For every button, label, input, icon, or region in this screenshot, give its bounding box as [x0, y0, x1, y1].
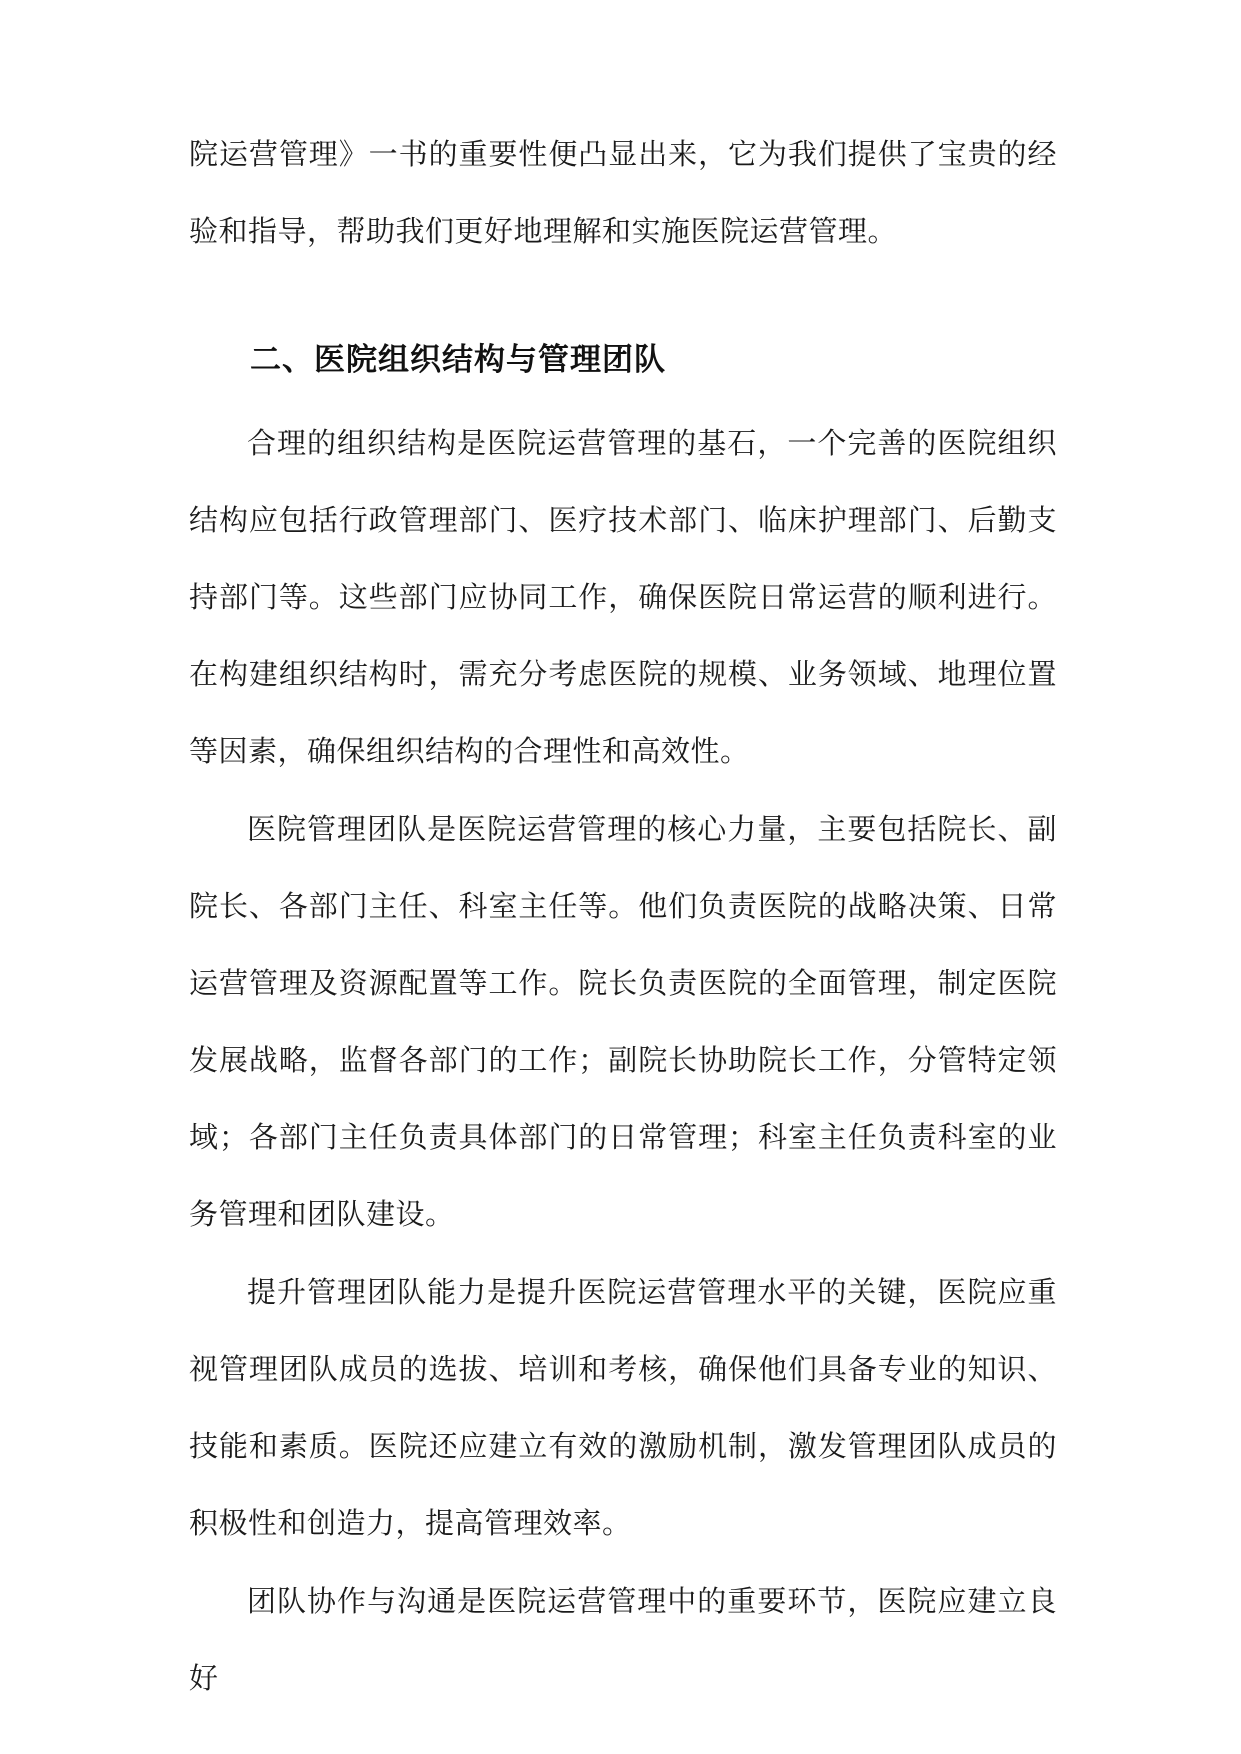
paragraph-team-capability: 提升管理团队能力是提升医院运营管理水平的关键，医院应重视管理团队成员的选拔、培训和考核，确保他们具备专业的知识、技能和素质。医院还应建立有效的激励机制，激发管理团队成员的积极性和创造力，提高管理效率。 [189, 1275, 1057, 1540]
intro-paragraph: 院运营管理》一书的重要性便凸显出来，它为我们提供了宝贵的经验和指导，帮助我们更好地理解和实施医院运营管理。 [189, 137, 1057, 248]
paragraph-management-team: 医院管理团队是医院运营管理的核心力量，主要包括院长、副院长、各部门主任、科室主任等。他们负责医院的战略决策、日常运营管理及资源配置等工作。院长负责医院的全面管理，制定医院发展战略，监督各部门的工作；副院长协助院长工作，分管特定领域；各部门主任负责具体部门的日常管理；科室主任负责科室的业务管理和团队建设。 [189, 812, 1057, 1231]
paragraph-organization-structure: 合理的组织结构是医院运营管理的基石，一个完善的医院组织结构应包括行政管理部门、医疗技术部门、临床护理部门、后勤支持部门等。这些部门应协同工作，确保医院日常运营的顺利进行。在构建组织结构时，需充分考虑医院的规模、业务领域、地理位置等因素，确保组织结构的合理性和高效性。 [189, 426, 1057, 768]
paragraph-team-collaboration: 团队协作与沟通是医院运营管理中的重要环节，医院应建立良好 [189, 1584, 1057, 1695]
section-heading: 二、医院组织结构与管理团队 [250, 342, 666, 378]
